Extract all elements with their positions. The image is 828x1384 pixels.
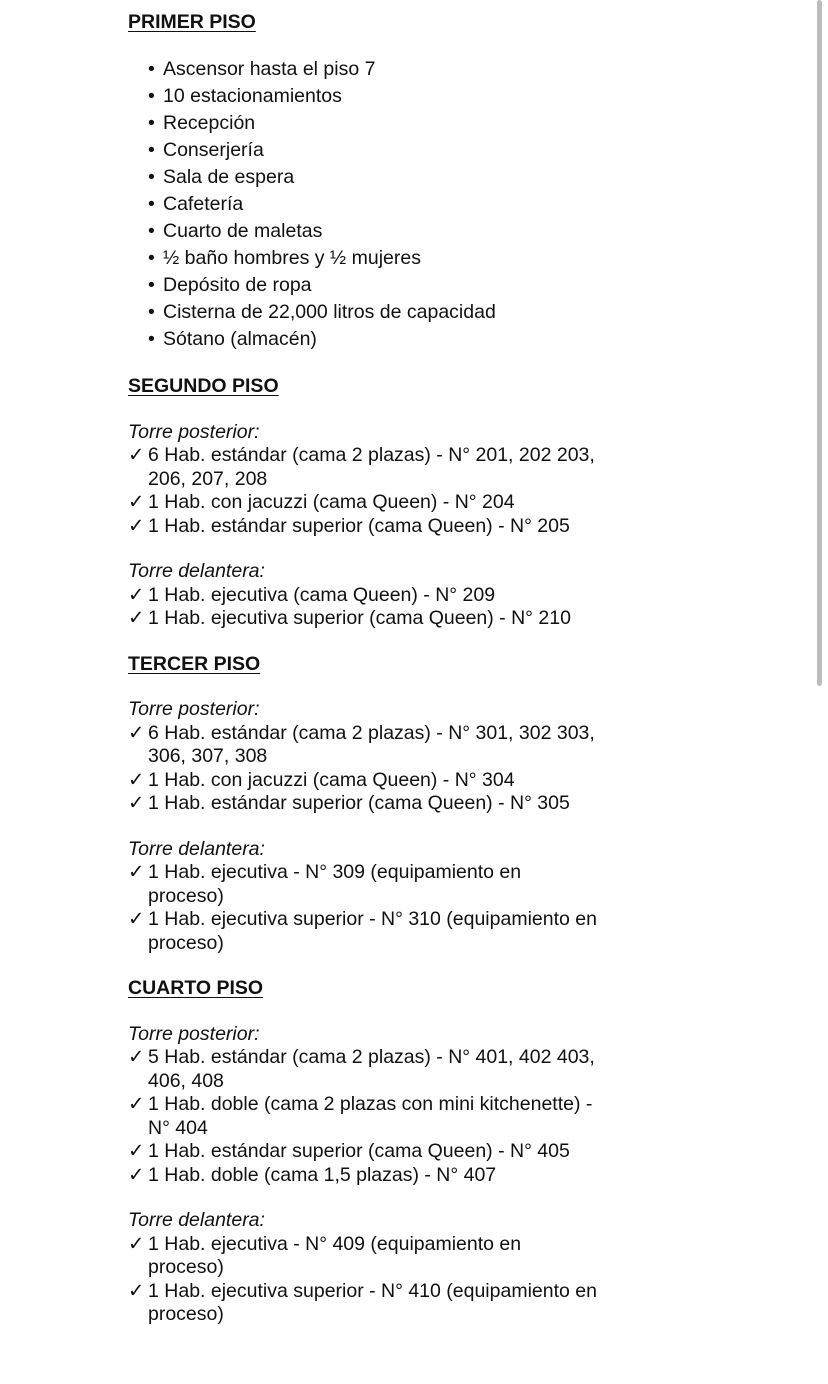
room-item (128, 444, 618, 491)
room-item (128, 722, 618, 769)
room-text: 1 Hab. ejecutiva - N° 309 (equipamiento en proceso) (148, 861, 522, 907)
room-item (128, 769, 618, 793)
tower-group (128, 698, 788, 816)
list-item: • Depósito de ropa (148, 272, 788, 299)
tower-group (128, 1023, 788, 1188)
check-icon: ✓ (128, 721, 145, 744)
check-icon: ✓ (128, 1232, 145, 1255)
list-item: • Cisterna de 22,000 litros de capacidad (148, 299, 788, 326)
tower-label: Torre posterior: (128, 420, 260, 443)
floor-title: TERCER PISO (128, 652, 261, 675)
check-icon: ✓ (128, 514, 145, 537)
tower-group (128, 421, 788, 539)
room-text: 1 Hab. estándar superior (cama Queen) - N° 405 (148, 1140, 570, 1162)
floor-title: CUARTO PISO (128, 977, 264, 999)
tower-label: Torre posterior: (128, 698, 260, 720)
scrollbar[interactable] (817, 0, 822, 686)
list-item: • Recepción (148, 110, 788, 137)
list-item: • 10 estacionamientos (148, 83, 788, 110)
room-item (128, 607, 618, 631)
floor-title: PRIMER PISO (128, 11, 256, 33)
room-text: 1 Hab. con jacuzzi (cama Queen) - N° 304 (148, 768, 515, 791)
tower-label: Torre delantera: (128, 560, 265, 582)
check-icon: ✓ (128, 1163, 145, 1186)
room-item (128, 584, 618, 608)
room-item (128, 792, 618, 816)
tower-label: Torre delantera: (128, 837, 265, 860)
check-icon: ✓ (128, 444, 145, 466)
check-icon: ✓ (128, 792, 145, 814)
room-item (128, 1046, 618, 1093)
room-item (128, 491, 618, 515)
floor-section-cuarto-piso (128, 977, 788, 1327)
check-icon: ✓ (128, 1140, 145, 1162)
check-icon: ✓ (128, 607, 145, 629)
room-item (128, 515, 618, 539)
check-icon: ✓ (128, 583, 145, 606)
room-item (128, 1093, 618, 1140)
room-text: 1 Hab. doble (cama 1,5 plazas) - N° 407 (148, 1163, 497, 1186)
room-item (128, 1280, 618, 1327)
floor-section-segundo-piso (128, 375, 788, 631)
floor-section-primer-piso (128, 9, 788, 353)
room-text: 6 Hab. estándar (cama 2 plazas) - N° 301, 302 303, 306, 307, 308 (148, 721, 595, 767)
document (128, 9, 788, 1349)
list-item: • Conserjería (148, 137, 788, 164)
list-item: • Sala de espera (148, 164, 788, 191)
check-icon: ✓ (128, 908, 145, 930)
room-text: 1 Hab. estándar superior (cama Queen) - N° 205 (148, 514, 570, 537)
tower-group (128, 1209, 788, 1327)
tower-label: Torre posterior: (128, 1022, 260, 1045)
check-icon: ✓ (128, 768, 145, 791)
room-text: 1 Hab. ejecutiva - N° 409 (equipamiento en proceso) (148, 1232, 522, 1278)
check-icon: ✓ (128, 1093, 145, 1115)
list-item: • Ascensor hasta el piso 7 (148, 56, 788, 83)
amenities-list (128, 56, 788, 353)
room-text: 1 Hab. con jacuzzi (cama Queen) - N° 204 (148, 491, 515, 513)
room-item (128, 1233, 568, 1280)
room-item (128, 861, 568, 908)
check-icon: ✓ (128, 1279, 145, 1302)
tower-group (128, 560, 788, 631)
check-icon: ✓ (128, 491, 145, 513)
list-item: • Cuarto de maletas (148, 218, 788, 245)
check-icon: ✓ (128, 861, 145, 883)
tower-label: Torre delantera: (128, 1209, 265, 1231)
room-text: 5 Hab. estándar (cama 2 plazas) - N° 401, 402 403, 406, 408 (148, 1046, 595, 1092)
list-item: • Sótano (almacén) (148, 326, 788, 353)
room-text: 6 Hab. estándar (cama 2 plazas) - N° 201, 202 203, 206, 207, 208 (148, 444, 595, 490)
room-text: 1 Hab. ejecutiva (cama Queen) - N° 209 (148, 583, 496, 606)
tower-group (128, 838, 788, 956)
floor-section-tercer-piso (128, 653, 788, 956)
check-icon: ✓ (128, 1046, 145, 1068)
room-text: 1 Hab. ejecutiva superior (cama Queen) - N° 210 (148, 607, 571, 629)
room-item (128, 1164, 618, 1188)
room-text: 1 Hab. ejecutiva superior - N° 310 (equipamiento en proceso) (148, 908, 597, 954)
room-item (128, 908, 618, 955)
floor-title: SEGUNDO PISO (128, 375, 279, 397)
room-text: 1 Hab. estándar superior (cama Queen) - N° 305 (148, 792, 570, 814)
room-item (128, 1140, 618, 1164)
list-item: • Cafetería (148, 191, 788, 218)
room-text: 1 Hab. doble (cama 2 plazas con mini kitchenette) - N° 404 (148, 1093, 593, 1139)
list-item: • ½ baño hombres y ½ mujeres (148, 245, 788, 272)
room-text: 1 Hab. ejecutiva superior - N° 410 (equipamiento en proceso) (148, 1279, 597, 1325)
